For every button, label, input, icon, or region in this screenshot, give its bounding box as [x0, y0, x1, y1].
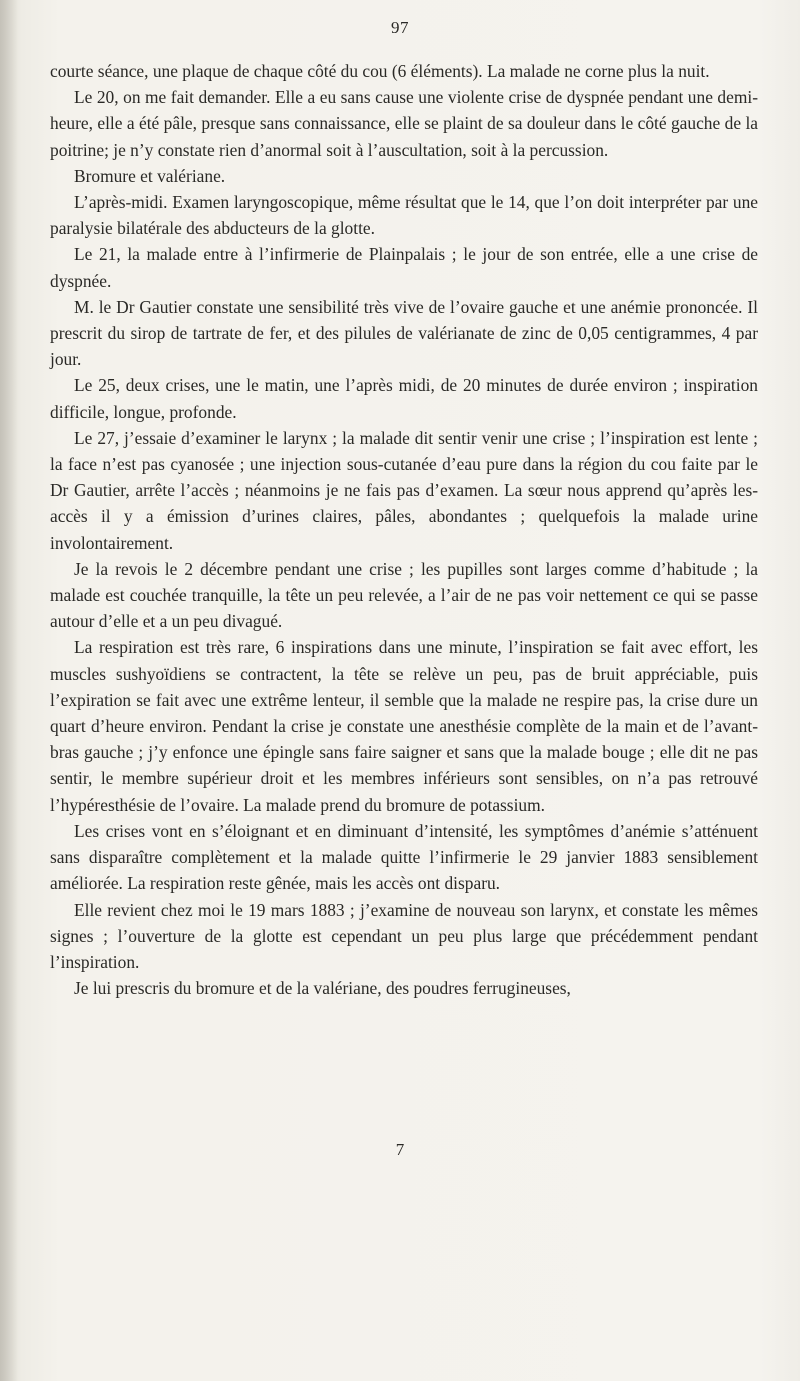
paragraph: Le 21, la malade entre à l’infirmerie de Plainpalais ; le jour de son entrée, elle a une crise de dyspnée. — [50, 244, 758, 291]
paragraph: L’après-midi. Examen laryngoscopique, même résultat que le 14, que l’on doit interpréter par une paralysie bilatérale des abducteurs de la glotte. — [50, 192, 758, 239]
paragraph: Le 20, on me fait demander. Elle a eu sans cause une violente crise de dyspnée pendant une demi-heure, elle a été pâle, presque sans connaissance, elle se plaint de sa douleur dans le côté gauche de la poitrine; je n’y constate rien d’anormal soit à l’auscultation, soit à la percussion. — [50, 87, 758, 160]
paragraph: Le 25, deux crises, une le matin, une l’après midi, de 20 minutes de durée environ ; inspiration difficile, longue, profonde. — [50, 375, 758, 422]
paragraph: Elle revient chez moi le 19 mars 1883 ; j’examine de nouveau son larynx, et constate les mêmes signes ; l’ouverture de la glotte est cependant un peu plus large que précédemment pendant l’inspiration. — [50, 899, 758, 972]
paragraph: courte séance, une plaque de chaque côté du cou (6 éléments). La malade ne corne plus la nuit. — [50, 61, 710, 81]
paragraph: Les crises vont en s’éloignant et en diminuant d’intensité, les symptômes d’anémie s’atténuent sans disparaître complètement et la malade quitte l’infirmerie le 29 janvier 1883 sensiblement améliorée. La respiration reste gênée, mais les accès ont disparu. — [50, 820, 758, 894]
paragraph: Bromure et valériane. — [74, 165, 226, 186]
paragraph: La respiration est très rare, 6 inspirations dans une minute, l’inspiration se fait avec effort, les muscles sushyoïdiens se contractent, la tête se relève un peu, pas de bruit appréciable, puis l’expiration se fait avec une extrême lenteur, il semble que la malade ne respire pas, la crise dure un quart d’heure environ. Pendant la crise je constate une anesthésie complète de la main et de l’avant-bras gauche ; j’y enfonce une épingle sans faire saigner et sans que la malade bouge ; elle dit ne pas sentir, le membre supérieur droit et les membres inférieurs sont sensibles, on n’a pas retrouvé l’hypéresthésie de l’ovaire. La malade prend du bromure de potassium. — [50, 637, 758, 815]
spine-shadow — [0, 0, 18, 1381]
paragraph: Je lui prescris du bromure et de la valériane, des poudres ferrugineuses, — [74, 978, 571, 999]
paragraph: M. le Dr Gautier constate une sensibilité très vive de l’ovaire gauche et une anémie prononcée. Il prescrit du sirop de tartrate de fer, et des pilules de valérianate de zinc de 0,05 centigrammes, 4 par jour. — [50, 296, 758, 370]
paragraph: Je la revois le 2 décembre pendant une crise ; les pupilles sont larges comme d’habitude ; la malade est couchée tranquille, la tête un peu relevée, a l’air de ne pas voir nettement ce qui se passe autour d’elle et a un peu divagué. — [50, 558, 758, 632]
signature-mark: 7 — [395, 1140, 405, 1159]
page-number: 97 — [391, 18, 409, 37]
body-text — [50, 58, 758, 1001]
paragraph: Le 27, j’essaie d’examiner le larynx ; la malade dit sentir venir une crise ; l’inspiration est lente ; la face n’est pas cyanosée ; une injection sous-cutanée d’eau pure dans la région du cou faite par le Dr Gautier, arrête l’accès ; néanmoins je ne fais pas d’examen. La sœur nous apprend qu’après les-accès il y a émission d’urines claires, pâles, abondantes ; quelquefois la malade urine involontairement. — [50, 427, 758, 553]
